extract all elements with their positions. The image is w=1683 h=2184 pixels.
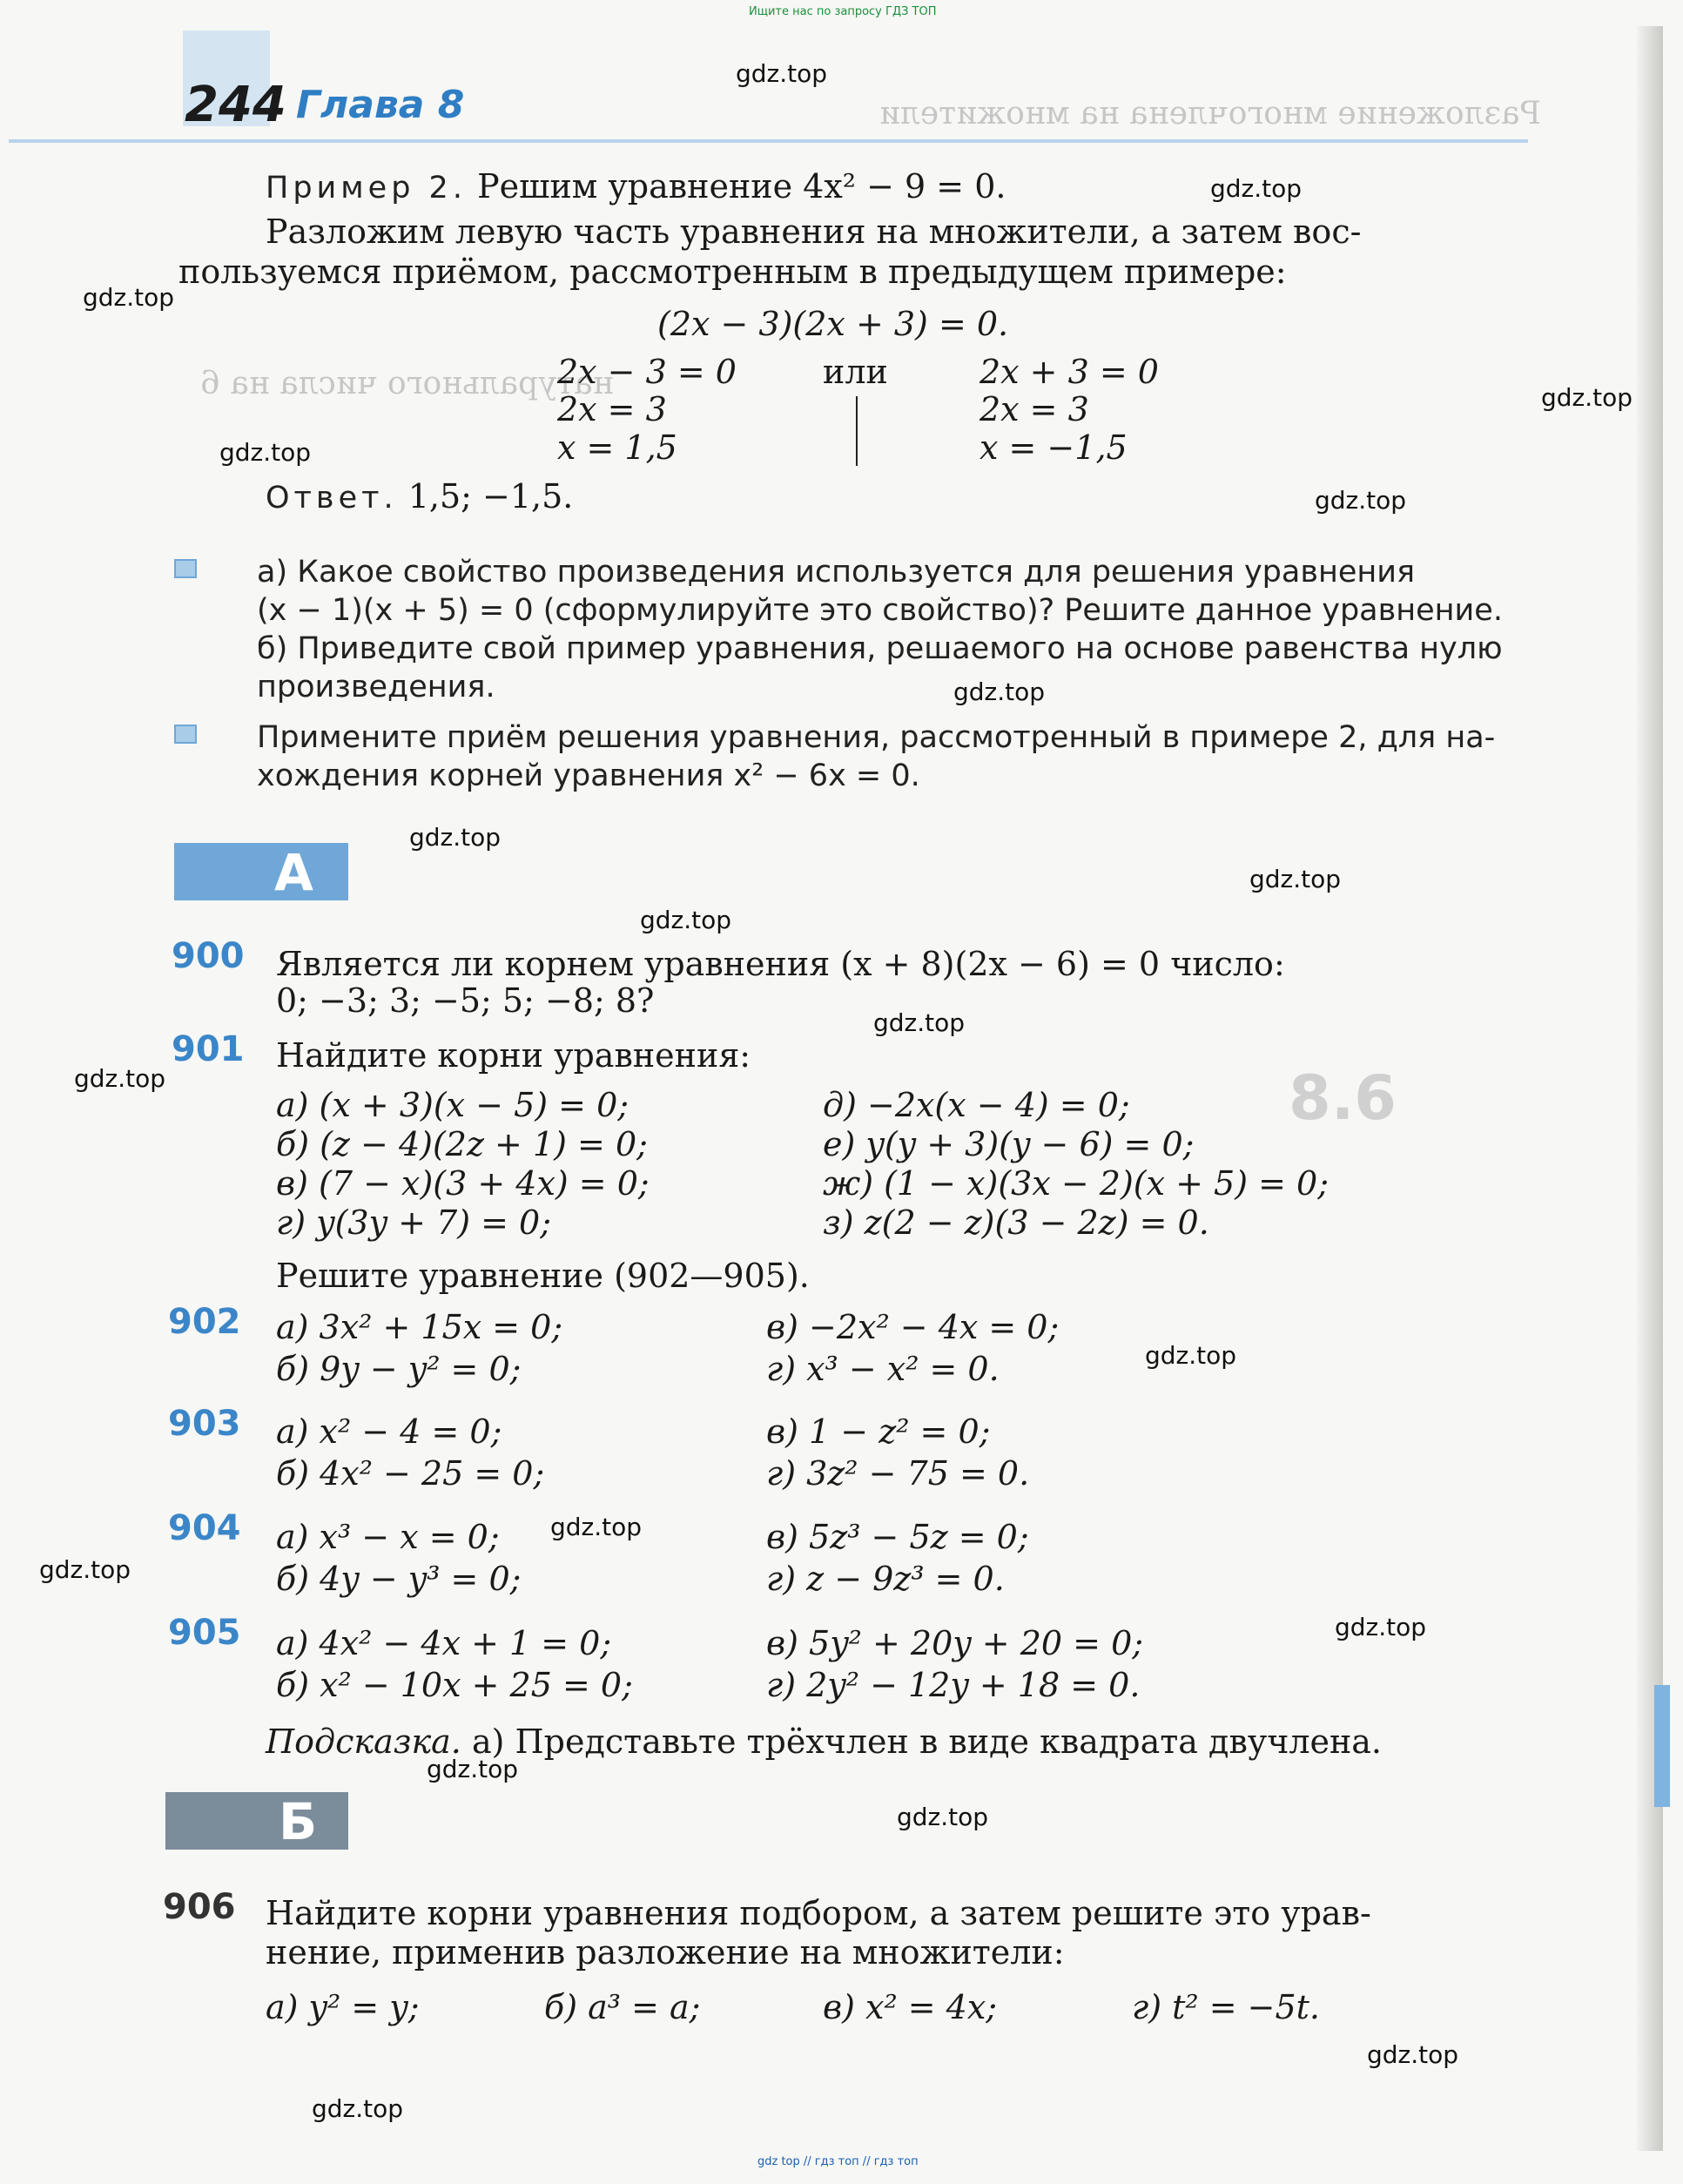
problem-905-a: а) 4x² − 4x + 1 = 0; xyxy=(276,1624,612,1662)
question-marker xyxy=(174,559,197,578)
problem-903-b: б) 4x² − 25 = 0; xyxy=(276,1454,545,1493)
watermark: gdz.top xyxy=(873,1008,966,1037)
problem-number: 902 xyxy=(168,1302,241,1342)
problem-901-e: д) −2x(x − 4) = 0; xyxy=(823,1086,1130,1124)
problem-900-line2: 0; −3; 3; −5; 5; −8; 8? xyxy=(276,981,655,1020)
hint-label: Подсказка. xyxy=(266,1722,461,1761)
problem-901-d: г) y(3y + 7) = 0; xyxy=(276,1203,552,1242)
divider-line xyxy=(856,396,858,466)
answer xyxy=(266,477,573,516)
watermark: gdz.top xyxy=(74,1064,166,1093)
problem-901-g: ж) (1 − x)(3x − 2)(x + 5) = 0; xyxy=(823,1164,1330,1203)
question-1-line2: (x − 1)(x + 5) = 0 (сформулируйте это свойство)? Решите данное уравнение. xyxy=(257,593,1503,628)
watermark: gdz.top xyxy=(640,906,732,934)
left-step-2: 2x = 3 xyxy=(557,390,667,428)
problem-903-a: а) x² − 4 = 0; xyxy=(276,1412,502,1451)
problem-number: 900 xyxy=(172,936,245,976)
answer-value: 1,5; −1,5. xyxy=(407,477,574,516)
problem-901-f: е) y(y + 3)(y − 6) = 0; xyxy=(823,1125,1195,1163)
problem-number: 906 xyxy=(163,1887,236,1927)
watermark: gdz.top xyxy=(736,59,828,88)
watermark: gdz.top xyxy=(1315,486,1407,515)
problem-905-d: г) 2y² − 12y + 18 = 0. xyxy=(766,1666,1141,1704)
level-a-banner xyxy=(174,843,348,900)
bleed-through-heading: 8.6 xyxy=(1289,1062,1397,1134)
right-step-2: 2x = 3 xyxy=(980,390,1089,428)
footer-note: gdz top // гдз топ // гдз топ xyxy=(757,2155,919,2168)
header-rule xyxy=(9,139,1528,143)
problem-902-d: г) x³ − x² = 0. xyxy=(766,1350,1000,1388)
example-text-line1: Разложим левую часть уравнения на множители, а затем вос- xyxy=(266,212,1362,251)
problem-904-d: г) z − 9z³ = 0. xyxy=(766,1560,1005,1598)
question-marker xyxy=(174,725,197,744)
page-number: 244 xyxy=(185,77,286,133)
question-2-line2: хождения корней уравнения x² − 6x = 0. xyxy=(257,758,920,793)
watermark: gdz.top xyxy=(1249,865,1342,893)
watermark: gdz.top xyxy=(1145,1341,1237,1370)
problem-number: 904 xyxy=(168,1508,241,1548)
left-step-1: 2x − 3 = 0 xyxy=(557,353,737,391)
problem-902-b: б) 9y − y² = 0; xyxy=(276,1350,522,1388)
watermark: gdz.top xyxy=(409,823,502,852)
left-step-3: x = 1,5 xyxy=(557,428,677,467)
problem-904-c: в) 5z³ − 5z = 0; xyxy=(766,1518,1029,1556)
example-label: Пример 2. xyxy=(266,171,467,206)
hint-text: а) Представьте трёхчлен в виде квадрата двучлена. xyxy=(471,1722,1383,1761)
level-b-banner xyxy=(165,1792,348,1850)
group-title: Решите уравнение (902—905). xyxy=(276,1257,810,1295)
problem-901-a: а) (x + 3)(x − 5) = 0; xyxy=(276,1086,629,1124)
page-edge xyxy=(1637,26,1663,2151)
watermark: gdz.top xyxy=(83,283,175,312)
example-heading xyxy=(266,167,1006,206)
problem-904-b: б) 4y − y³ = 0; xyxy=(276,1560,522,1598)
problem-904-a: а) x³ − x = 0; xyxy=(276,1518,500,1556)
watermark: gdz.top xyxy=(1210,174,1303,203)
right-step-3: x = −1,5 xyxy=(980,428,1128,467)
watermark: gdz.top xyxy=(219,438,312,467)
answer-label: Ответ. xyxy=(266,481,398,516)
example-text-line2: пользуемся приёмом, рассмотренным в предыдущем примере: xyxy=(178,253,1287,291)
problem-906-d: г) t² = −5t. xyxy=(1132,1988,1320,2026)
watermark: gdz.top xyxy=(953,677,1046,706)
problem-906-line2: нение, применив разложение на множители: xyxy=(266,1933,1065,1972)
factored-equation: (2x − 3)(2x + 3) = 0. xyxy=(657,305,1009,343)
problem-905-b: б) x² − 10x + 25 = 0; xyxy=(276,1666,633,1704)
problem-906-a: а) y² = y; xyxy=(266,1988,420,2026)
level-a-letter: А xyxy=(274,843,313,902)
problem-number: 901 xyxy=(172,1029,245,1069)
level-b-letter: Б xyxy=(279,1792,318,1851)
bleed-through-text: натурального числа на 6 xyxy=(200,366,614,401)
chapter-title: Глава 8 xyxy=(296,83,465,127)
problem-902-c: в) −2x² − 4x = 0; xyxy=(766,1308,1060,1346)
edge-tab xyxy=(1654,1685,1670,1807)
problem-901-b: б) (z − 4)(2z + 1) = 0; xyxy=(276,1125,648,1163)
problem-900-line1: Является ли корнем уравнения (x + 8)(2x − 6) = 0 число: xyxy=(276,945,1285,983)
problem-901-c: в) (7 − x)(3 + 4x) = 0; xyxy=(276,1164,650,1203)
watermark: gdz.top xyxy=(39,1555,131,1584)
bleed-through-text: Разложение многочлена на множители xyxy=(879,96,1541,131)
problem-number: 903 xyxy=(168,1404,241,1444)
problem-903-c: в) 1 − z² = 0; xyxy=(766,1412,991,1451)
top-note: Ищите нас по запросу ГДЗ ТОП xyxy=(749,5,937,18)
watermark: gdz.top xyxy=(1541,383,1633,412)
problem-906-c: в) x² = 4x; xyxy=(823,1988,998,2026)
watermark: gdz.top xyxy=(897,1803,989,1831)
watermark: gdz.top xyxy=(1335,1613,1427,1641)
problem-906-line1: Найдите корни уравнения подбором, а затем решите это урав- xyxy=(266,1894,1371,1932)
problem-905-c: в) 5y² + 20y + 20 = 0; xyxy=(766,1624,1144,1662)
problem-903-d: г) 3z² − 75 = 0. xyxy=(766,1454,1030,1493)
watermark: gdz.top xyxy=(312,2094,404,2123)
problem-902-a: а) 3x² + 15x = 0; xyxy=(276,1308,563,1346)
question-1-line3: б) Приведите свой пример уравнения, решаемого на основе равенства нулю xyxy=(257,631,1503,666)
or-word: или xyxy=(823,353,888,391)
question-2-line1: Примените приём решения уравнения, рассмотренный в примере 2, для на- xyxy=(257,720,1496,755)
watermark: gdz.top xyxy=(550,1513,643,1541)
problem-number: 905 xyxy=(168,1613,241,1653)
watermark: gdz.top xyxy=(1367,2040,1459,2069)
example-intro: Решим уравнение 4x² − 9 = 0. xyxy=(477,167,1006,206)
problem-901-title: Найдите корни уравнения: xyxy=(276,1036,751,1075)
problem-901-h: з) z(2 − z)(3 − 2z) = 0. xyxy=(823,1203,1209,1242)
problem-906-b: б) a³ = a; xyxy=(544,1988,701,2026)
question-1-line1: а) Какое свойство произведения используется для решения уравнения xyxy=(257,555,1416,590)
right-step-1: 2x + 3 = 0 xyxy=(980,353,1159,391)
watermark: gdz.top xyxy=(427,1755,519,1783)
question-1-line4: произведения. xyxy=(257,670,495,704)
